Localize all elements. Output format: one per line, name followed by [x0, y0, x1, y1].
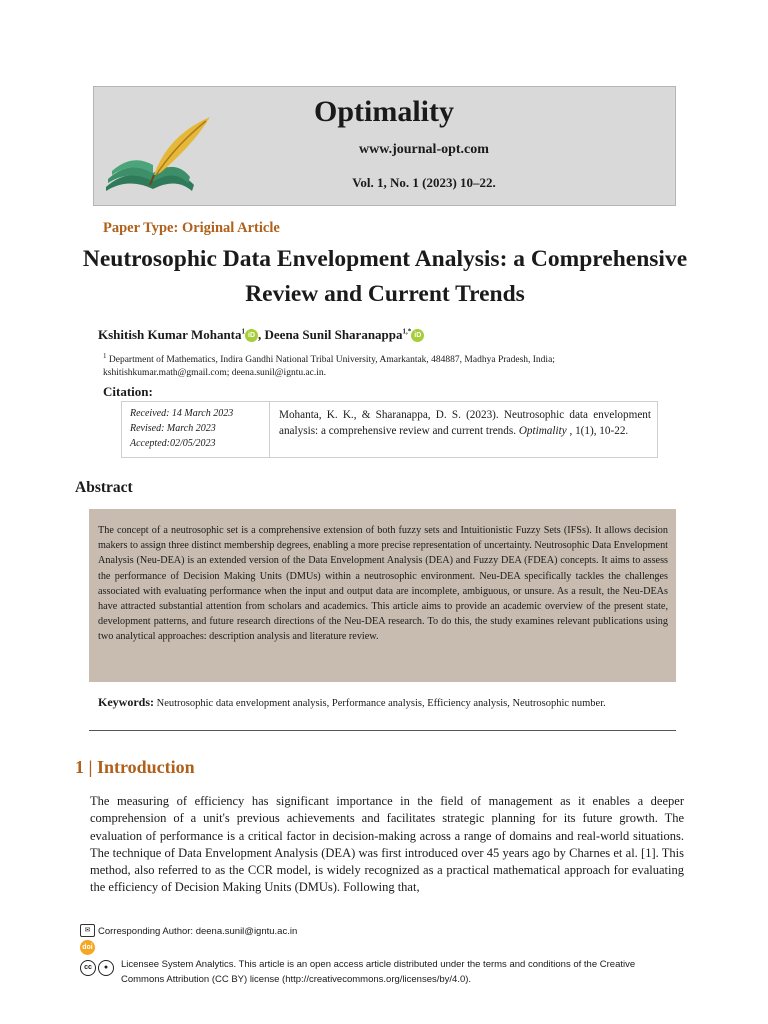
corresponding-author: Corresponding Author: deena.sunil@igntu.ac.in: [98, 926, 298, 937]
divider-line: [89, 730, 676, 731]
license-text: Licensee System Analytics. This article is an open access article distributed under the terms and conditions of the Creative Commons Attribution (CC BY) license (http://creativecommons.org/licenses/by/4.0).: [121, 959, 636, 985]
paper-title: Neutrosophic Data Envelopment Analysis: a Comprehensive Review and Current Trends: [82, 246, 688, 307]
citation-journal: Optimality: [518, 425, 567, 437]
author-affiliation-mark: 1: [241, 327, 246, 336]
revised-date: Revised: March 2023: [130, 423, 216, 434]
received-date: Received: 14 March 2023: [130, 408, 234, 419]
author-name: Kshitish Kumar Mohanta: [98, 327, 242, 342]
abstract-box: [89, 509, 676, 682]
section-heading: 1 | Introduction: [75, 757, 195, 777]
paper-type: Paper Type: Original Article: [103, 220, 280, 236]
citation-text: [279, 407, 651, 439]
keywords: [98, 696, 658, 710]
author-list: [98, 327, 424, 343]
abstract-text: The concept of a neutrosophic set is a comprehensive extension of both fuzzy sets and Intuitionistic Fuzzy Sets (IFSs). It allows decision makers to assign three distinct membership degrees, enabling a more precise representation of uncertainty. Neutrosophic Data Envelopment Analysis (Neu-DEA) is an extended version of the Data Envelopment Analysis (DEA) and Fuzzy DEA (FDEA) concepts. It aims to assess the performance of Decision Making Units (DMUs) within a neutrosophic environment. Neu-DEA specifically tackles the challenges associated with evaluating performance when the input and output data are incomplete, ambiguous, or unsure. As a result, the Neu-DEAs have attracted substantial attention from scholars and academics. This article aims to provide an academic overview of the present state, development patterns, and future research directions of the Neu-DEA research. To do this, the study examines relevant publications using two analytical approaches: description analysis and literature review.: [98, 525, 668, 643]
citation-tail: , 1(1), 10-22.: [566, 425, 629, 437]
author-name: Deena Sunil Sharanappa: [264, 327, 403, 342]
abstract-heading: Abstract: [75, 479, 133, 496]
orcid-icon[interactable]: iD: [411, 329, 424, 342]
attribution-icon: ●: [98, 960, 114, 976]
citation-table: [121, 401, 658, 458]
journal-header: [93, 86, 676, 206]
introduction-text: The measuring of efficiency has significant importance in the field of management as it enables a deeper comprehension of a unit's previous achievements and facilitates strategic planning for its future growth. The evaluation of performance is a critical factor in decision-making across a range of domains and real-world situations. The technique of Data Envelopment Analysis (DEA) was first introduced over 45 years ago by Charnes et al. [1]. This method, also referred to as the CCR model, is widely recognized as a practical mathematical approach for evaluating the efficiency of Decision Making Units (DMUs). Following that,: [90, 794, 684, 895]
citation-label: Citation:: [103, 384, 153, 399]
article-dates: [130, 406, 233, 451]
affiliation: [103, 350, 683, 380]
keywords-text: Neutrosophic data envelopment analysis, Performance analysis, Efficiency analysis, Neutrosophic number.: [156, 698, 606, 709]
affiliation-mark: 1: [103, 352, 107, 360]
affiliation-line: Department of Mathematics, Indira Gandhi National Tribal University, Amarkantak, 484887, Madhya Pradesh, India;: [108, 355, 555, 366]
keywords-label: Keywords:: [98, 695, 154, 709]
journal-volume: Vol. 1, No. 1 (2023) 10–22.: [352, 175, 496, 190]
email-icon: ✉: [80, 924, 95, 937]
creative-commons-icon: cc: [80, 960, 96, 976]
orcid-icon[interactable]: iD: [245, 329, 258, 342]
doi-icon[interactable]: doi: [80, 940, 95, 955]
citation-divider: [269, 402, 270, 457]
author-separator: ,: [258, 327, 265, 342]
author-affiliation-mark: 1,*: [402, 327, 412, 336]
accepted-date: Accepted:02/05/2023: [130, 438, 216, 449]
journal-url[interactable]: www.journal-opt.com: [359, 142, 489, 157]
affiliation-emails: kshitishkumar.math@gmail.com; deena.sunil@igntu.ac.in.: [103, 368, 327, 379]
citation-main: Mohanta, K. K., & Sharanappa, D. S. (2023). Neutrosophic data envelopment analysis: a comprehensive review and current trends.: [279, 409, 651, 437]
journal-name: Optimality: [314, 95, 454, 128]
